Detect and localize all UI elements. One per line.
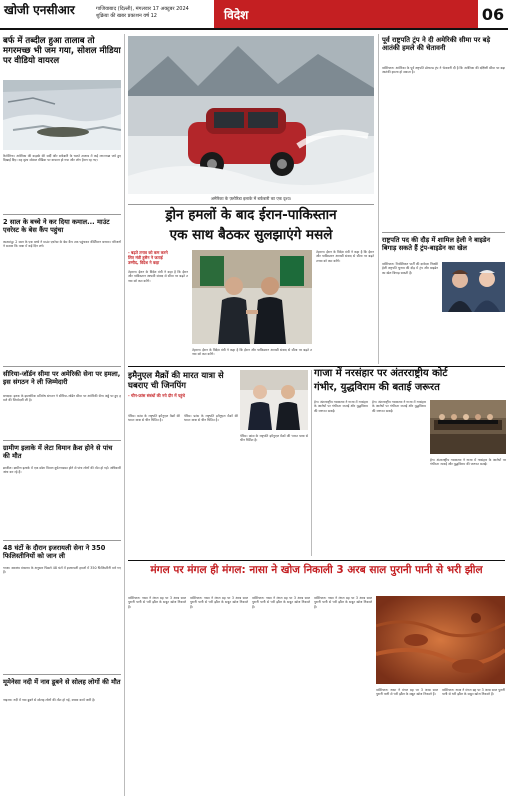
left-story-5 (3, 544, 121, 560)
main-kicker (128, 250, 188, 265)
page-number: 06 (478, 0, 508, 28)
mars-surface-photo (376, 596, 505, 684)
column-divider (311, 370, 312, 556)
headline-boat-sinking: मूमेनेसा नदी में नाव डूबने से सोलह लोगों की मौत (3, 678, 121, 686)
mars-story-body-col-2: वाशिंगटन। नासा ने मंगल ग्रह पर 3 अरब साल पुरानी पानी से भरी झील के सबूत खोज निकाले हैं। (190, 596, 248, 609)
left-story-5-body: गाजा। स्वास्थ्य मंत्रालय के अनुसार पिछले 48 घंटों में इजरायली हमलों में 350 फिलिस्तीनी मारे गए हैं। (3, 566, 121, 575)
column-divider (378, 34, 379, 364)
divider (3, 214, 121, 215)
mars-story-body-col-4: वाशिंगटन। नासा ने मंगल ग्रह पर 3 अरब साल पुरानी पानी से भरी झील के सबूत खोज निकाले हैं। (314, 596, 372, 609)
china-story-body-col-1: पेरिस। फ्रांस के राष्ट्रपति इमैनुएल मैक्रों की भारत यात्रा से चीन चिंतित है। (128, 414, 180, 423)
right-story-2-body: वाशिंगटन। रिपब्लिकन पार्टी की दावेदार निक्की हेली राष्ट्रपति चुनाव की दौड़ में ट्रंप और बाइडेन का खेल बिगाड़ सकती हैं। (382, 262, 438, 275)
left-story-3 (3, 370, 121, 386)
headline-frozen-crocodile: बर्फ में तब्दील हुआ तालाब तो मगरमच्छ भी जम गया, सोशल मीडिया पर वीडियो वायरल (3, 36, 121, 66)
iran-pakistan-ministers-photo (192, 250, 312, 344)
headline-haley-race: राष्ट्रपति पद की दौड़ में शामिल हेली ने बाइडेन बिगाड़ सकते हैं ट्रंप-बाइडेन का खेल (382, 236, 491, 252)
left-story-1 (3, 36, 121, 66)
main-headline-line-2: एक साथ बैठकर सुलझाएंगे मसले (169, 227, 333, 243)
gaza-headline-line-2: गंभीर, युद्धविराम की बताई जरूरत (314, 382, 440, 393)
car-photo-caption: अमेरिका के फ़्लोरिडा इलाके में बर्फबारी का एक दृश्य। (210, 196, 292, 201)
divider (3, 540, 121, 541)
main-headline-line-1: ड्रोन हमलों के बाद ईरान-पाकिस्तान (165, 207, 337, 223)
court-photo (430, 400, 506, 454)
right-story-2 (382, 236, 505, 252)
mars-story-body-col-6: वाशिंगटन। नासा ने मंगल ग्रह पर 3 अरब साल पुरानी पानी से भरी झील के सबूत खोज निकाले हैं। (442, 688, 505, 697)
macron-xi-photo (240, 370, 308, 430)
divider (128, 366, 505, 367)
headline-israel-palestine: 48 घंटों के दौरान इजरायली सेना ने 350 फिलिस्तीनियों को जान ली (3, 544, 106, 560)
main-story-body-col-1: तेहरान। ईरान के विदेश मंत्री ने कहा है कि ईरान और पाकिस्तान आपसी संवाद से सीमा पर बढ़ते तनाव को कम करेंगे। (128, 270, 188, 283)
headline-trump-warning: पूर्व राष्ट्रपति ट्रंप ने दी अमेरिकी सीमा पर बड़े आतंकी हमले की चेतावनी (382, 36, 491, 53)
china-story (128, 370, 238, 398)
mars-story-body-col-1: वाशिंगटन। नासा ने मंगल ग्रह पर 3 अरब साल पुरानी पानी से भरी झील के सबूत खोज निकाले हैं। (128, 596, 186, 609)
column-divider (124, 34, 125, 796)
divider (3, 366, 121, 367)
left-story-6 (3, 678, 121, 686)
left-story-4-body: ब्राजील। ग्रामीण इलाके में एक छोटा विमान दुर्घटनाग्रस्त होने से पांच लोगों की मौत हो गई। अधिकारी जांच कर रहे हैं। (3, 466, 121, 475)
china-story-body-col-2: पेरिस। फ्रांस के राष्ट्रपति इमैनुएल मैक्रों की भारत यात्रा से चीन चिंतित है। (184, 414, 238, 423)
left-story-3-body: बगदाद। इराक के इस्लामिक प्रतिरोध संगठन ने सीरिया-जॉर्डन सीमा पर अमेरिकी सैन्य अड्डे पर हुए हमले की जिम्मेदारी ली है। (3, 394, 121, 403)
gaza-story-body-col-2: हेग। अंतरराष्ट्रीय न्यायालय ने गाजा में नरसंहार के आरोपों पर गंभीरता जताई और युद्धविराम की जरूरत बताई। (372, 400, 426, 413)
left-story-2 (3, 218, 121, 234)
mars-headline: मंगल पर मंगल ही मंगल: नासा ने खोज निकाली 3 अरब साल पुरानी पानी से भरी झील (150, 564, 483, 576)
mars-story-body-col-3: वाशिंगटन। नासा ने मंगल ग्रह पर 3 अरब साल पुरानी पानी से भरी झील के सबूत खोज निकाले हैं। (252, 596, 310, 609)
issue-date: गाजियाबाद (दिल्ली), मंगलवार 17 अक्टूबर 2024 (96, 6, 189, 12)
snow-pond-photo (3, 80, 121, 150)
masthead (0, 0, 508, 30)
mars-story-body-col-5: वाशिंगटन। नासा ने मंगल ग्रह पर 3 अरब साल पुरानी पानी से भरी झील के सबूत खोज निकाले हैं। (376, 688, 438, 697)
china-story-kicker: - चीन-फ्रांस संबंधों की नये दौर में पहुंचे (128, 393, 185, 398)
section-label: विदेश (214, 0, 478, 28)
divider (382, 232, 505, 233)
headline-plane-crash: ग्रामीण इलाके में लेटा विमान क्रैश होने से पांच की मौत (3, 444, 113, 460)
divider (3, 674, 121, 675)
newspaper-brand: खोजी एनसीआर (4, 3, 75, 17)
masthead-brand-block (0, 0, 96, 28)
main-story-body-col-2: तेहरान। ईरान के विदेश मंत्री ने कहा है कि ईरान और पाकिस्तान आपसी संवाद से सीमा पर बढ़ते तनाव को कम करेंगे। (192, 348, 312, 357)
divider (128, 204, 374, 205)
kicker-line-2: लिए मंत्री हुसैन ने जताई (128, 255, 163, 260)
gaza-story-body-col-3: हेग। अंतरराष्ट्रीय न्यायालय ने गाजा में नरसंहार के आरोपों पर गंभीरता जताई और युद्धविराम की जरूरत बताई। (430, 458, 506, 467)
right-story-1-body: वाशिंगटन। अमेरिका के पूर्व राष्ट्रपति डोनाल्ड ट्रंप ने चेतावनी दी है कि अमेरिका की दक्षिणी सीमा पर बड़ा आतंकी हमला हो सकता है। (382, 66, 505, 75)
divider (128, 560, 505, 561)
left-story-4 (3, 444, 121, 460)
kicker-line-1: - बढ़ते तनाव को कम करने (128, 250, 168, 255)
left-story-1-body: कैरोलिना। अमेरिका की कड़ाके की सर्दी और बर्फबारी के चलते तालाब में कई मगरमच्छ जमे हुए दिखाई दिए। यह दृश्य सोशल मीडिया पर वायरल हो गया और लोग हैरान रह गए। (3, 154, 121, 163)
issue-meta: शुक्रिया की खबर प्रकाशन वर्ष 12 (96, 13, 157, 19)
main-story-body-col-3: तेहरान। ईरान के विदेश मंत्री ने कहा है कि ईरान और पाकिस्तान आपसी संवाद से सीमा पर बढ़ते तनाव को कम करेंगे। (316, 250, 374, 263)
headline-macron-jinping: इमैनुएल मैक्रों की मारत यात्रा से घबराए ची जिनपिंग (128, 370, 224, 390)
headline-syria-jordan-attack: सीरिया-जॉर्डन सीमा पर अमेरिकी सेना पर हमला, इस संगठन ने ली जिम्मेदारी (3, 370, 121, 386)
kicker-line-3: उम्मीद, विदेश ने कहा (128, 260, 160, 265)
right-story-1 (382, 36, 505, 52)
gaza-story-body-col-1: हेग। अंतरराष्ट्रीय न्यायालय ने गाजा में नरसंहार के आरोपों पर गंभीरता जताई और युद्धविराम की जरूरत बताई। (314, 400, 368, 413)
china-story-body-col-3: पेरिस। फ्रांस के राष्ट्रपति इमैनुएल मैक्रों की भारत यात्रा से चीन चिंतित है। (240, 434, 308, 443)
masthead-meta (96, 0, 214, 28)
haley-biden-photo (442, 262, 505, 312)
divider (3, 440, 121, 441)
snow-car-photo (128, 36, 374, 194)
gaza-headline-line-1: गाजा में नरसंहार पर अंतरराष्ट्रीय कोर्ट (314, 368, 448, 379)
left-story-2-body: काठमांडू। 2 साल के एक बच्चे ने माउंट एवरेस्ट के बेस कैंप तक पहुंचकर कीर्तिमान बनाया। परिजनों ने बताया कि यात्रा में कई दिन लगे। (3, 240, 121, 249)
headline-child-everest: 2 साल के बच्चे ने कर दिया कमाल... माउंट एवरेस्ट के बेस कैंप पहुंचा (3, 218, 110, 234)
left-story-6-body: नाइजर। नदी में नाव डूबने से सोलह लोगों की मौत हो गई, बचाव कार्य जारी है। (3, 698, 96, 702)
